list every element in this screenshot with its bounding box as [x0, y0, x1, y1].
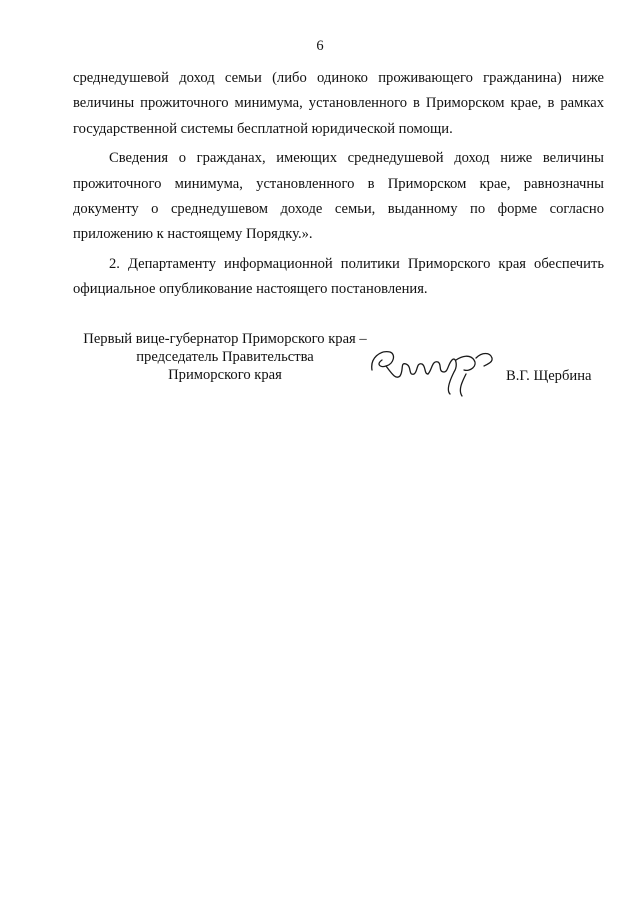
page-number: 6 [316, 38, 324, 54]
paragraph-publication-order: 2. Департаменту информационной политики Приморского края обеспечить официальное опубликование настоящего постановления. [73, 256, 604, 298]
signatory-title-line-1: Первый вице-губернатор Приморского края – [83, 331, 367, 347]
paragraph-income-info: Сведения о гражданах, имеющих среднедушевой доход ниже величины прожиточного минимума, установленного в Приморском крае, равнозначны документу о среднедушевом доходе семьи, выданному по форме согласно приложению к настоящему Порядку.». [73, 150, 604, 243]
handwritten-signature [366, 330, 516, 400]
signatory-title-block [60, 330, 390, 384]
signatory-title-line-3: Приморского края [168, 367, 282, 383]
paragraph-continuation: среднедушевой доход семьи (либо одиноко проживающего гражданина) ниже величины прожиточного минимума, установленного в Приморском крае, в рамках государственной системы бесплатной юридической помощи. [73, 70, 604, 137]
signatory-title-line-2: председатель Правительства [136, 349, 314, 365]
document-body [73, 66, 604, 307]
signer-name: В.Г. Щербина [506, 368, 592, 384]
